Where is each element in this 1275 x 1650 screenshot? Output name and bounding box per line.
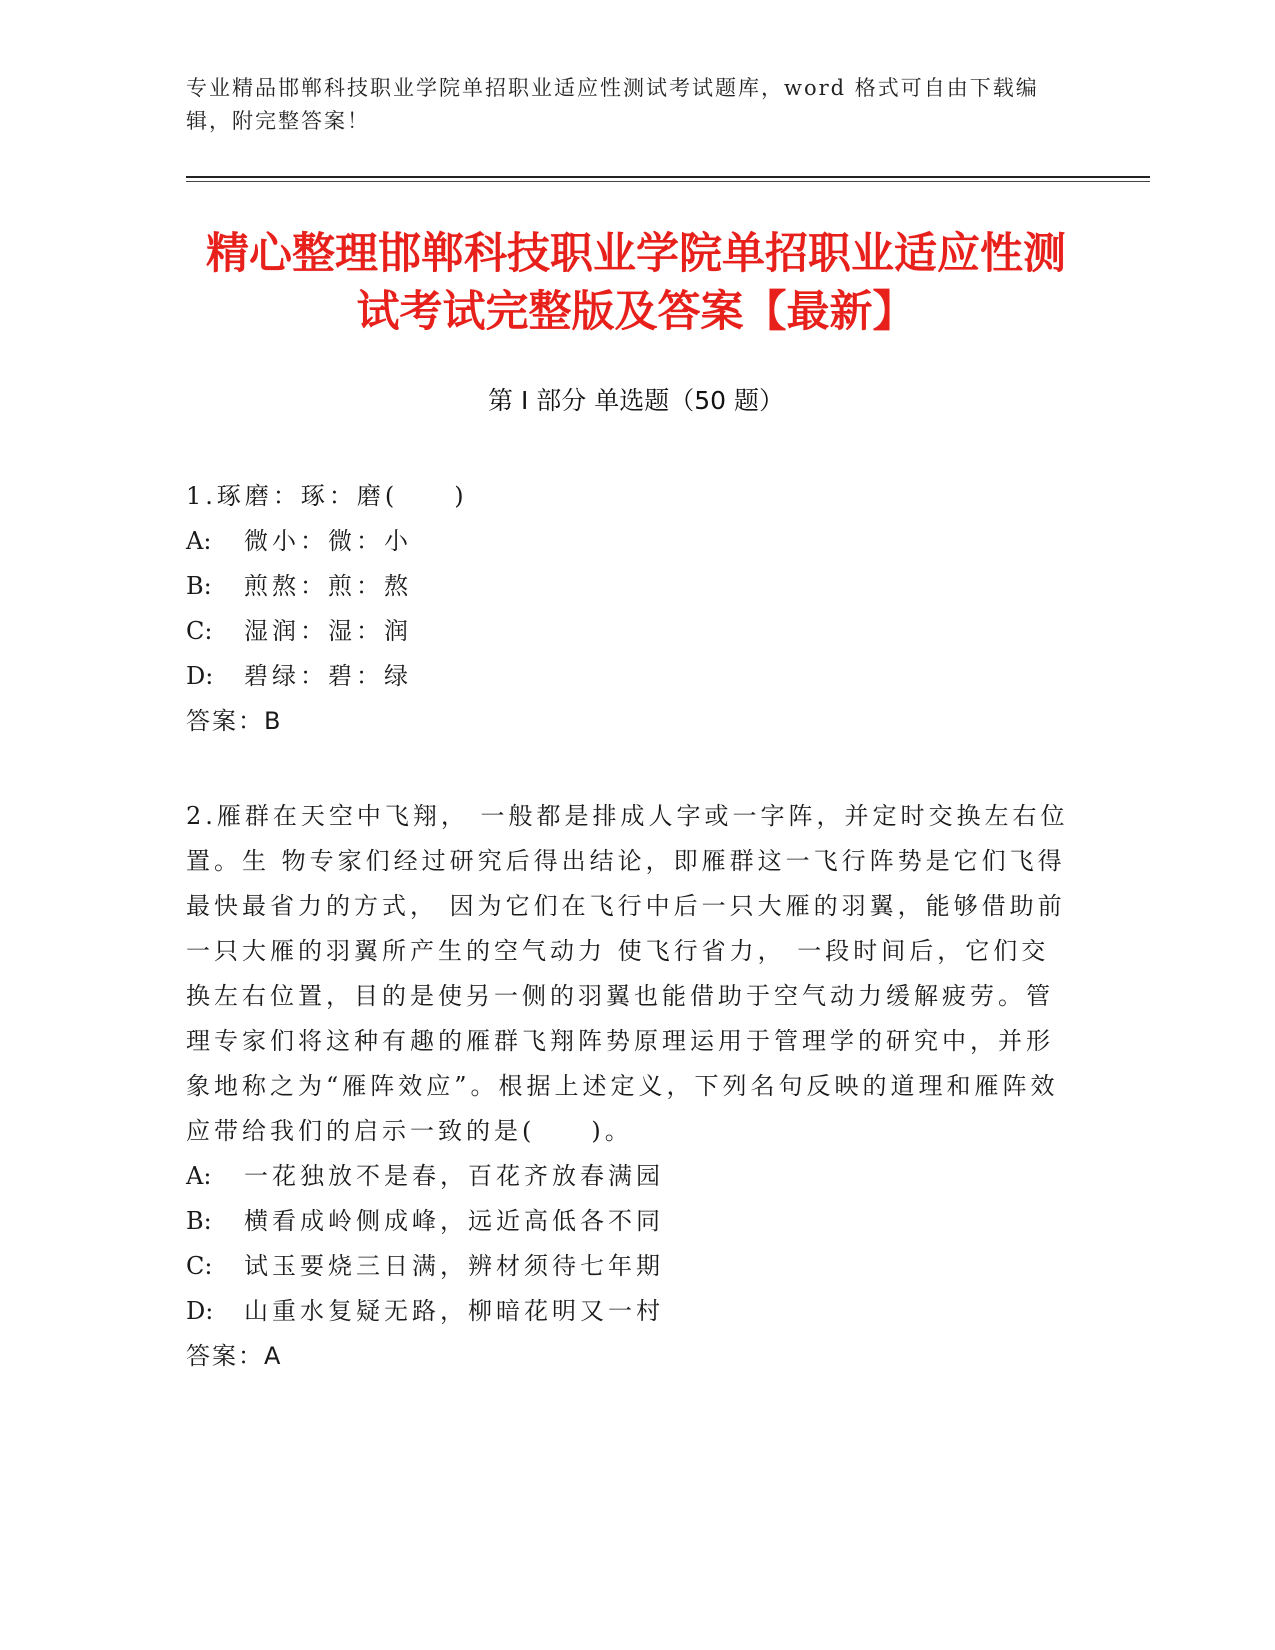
option-c bbox=[186, 1244, 1076, 1289]
option-d bbox=[186, 654, 1076, 699]
option-c bbox=[186, 609, 1076, 654]
option-text: 碧绿：碧：绿 bbox=[244, 662, 412, 690]
option-letter: C: bbox=[186, 617, 213, 645]
option-letter: D: bbox=[186, 662, 214, 690]
option-text: 一花独放不是春，百花齐放春满园 bbox=[244, 1162, 664, 1190]
section-title: 第 I 部分 单选题（50 题） bbox=[488, 386, 784, 415]
option-b bbox=[186, 564, 1076, 609]
option-text: 煎熬：煎：熬 bbox=[244, 572, 412, 600]
option-letter: A: bbox=[186, 1162, 212, 1190]
option-letter: B: bbox=[186, 572, 212, 600]
option-a bbox=[186, 519, 1076, 564]
answer-line: 答案：A bbox=[186, 1342, 283, 1370]
header-divider-thick bbox=[186, 176, 1150, 178]
option-text: 试玉要烧三日满，辨材须待七年期 bbox=[244, 1252, 664, 1280]
option-d bbox=[186, 1289, 1076, 1334]
question-2 bbox=[186, 794, 1076, 1379]
option-text: 横看成岭侧成峰，远近高低各不同 bbox=[244, 1207, 664, 1235]
option-text: 微小：微：小 bbox=[244, 527, 412, 555]
option-letter: C: bbox=[186, 1252, 213, 1280]
option-a bbox=[186, 1154, 1076, 1199]
document-title: 精心整理邯郸科技职业学院单招职业适应性测试考试完整版及答案【最新】 bbox=[206, 229, 1066, 337]
question-1 bbox=[186, 474, 1076, 744]
question-stem: 1.琢磨：琢：磨( ) bbox=[186, 482, 468, 510]
option-letter: B: bbox=[186, 1207, 212, 1235]
option-b bbox=[186, 1199, 1076, 1244]
answer-line: 答案：B bbox=[186, 707, 283, 735]
option-letter: A: bbox=[186, 527, 212, 555]
option-text: 湿润：湿：润 bbox=[244, 617, 412, 645]
header-divider-thin bbox=[186, 181, 1150, 182]
question-stem: 2.雁群在天空中飞翔， 一般都是排成人字或一字阵，并定时交换左右位置。生 物专家们经过研究后得出结论，即雁群这一飞行阵势是它们飞得最快最省力的方式， 因为它们在飞行中后一只大雁的羽翼，能够借助前一只大雁的羽翼所产生的空气动力 使飞行省力， 一段时间后，它们交换左右位置，目的是使另一侧的羽翼也能借助于空气动力缓解疲劳。管理专家们将这种有趣的雁群飞翔阵势原理运用于管理学的研究中，并形象地称之为“雁阵效应”。根据上述定义，下列名句反映的道理和雁阵效应带给我们的启示一致的是( )。 bbox=[186, 802, 1069, 1145]
header-note: 专业精品邯郸科技职业学院单招职业适应性测试考试题库，word 格式可自由下载编辑，附完整答案！ bbox=[186, 76, 1039, 133]
option-text: 山重水复疑无路，柳暗花明又一村 bbox=[244, 1297, 664, 1325]
option-letter: D: bbox=[186, 1297, 214, 1325]
